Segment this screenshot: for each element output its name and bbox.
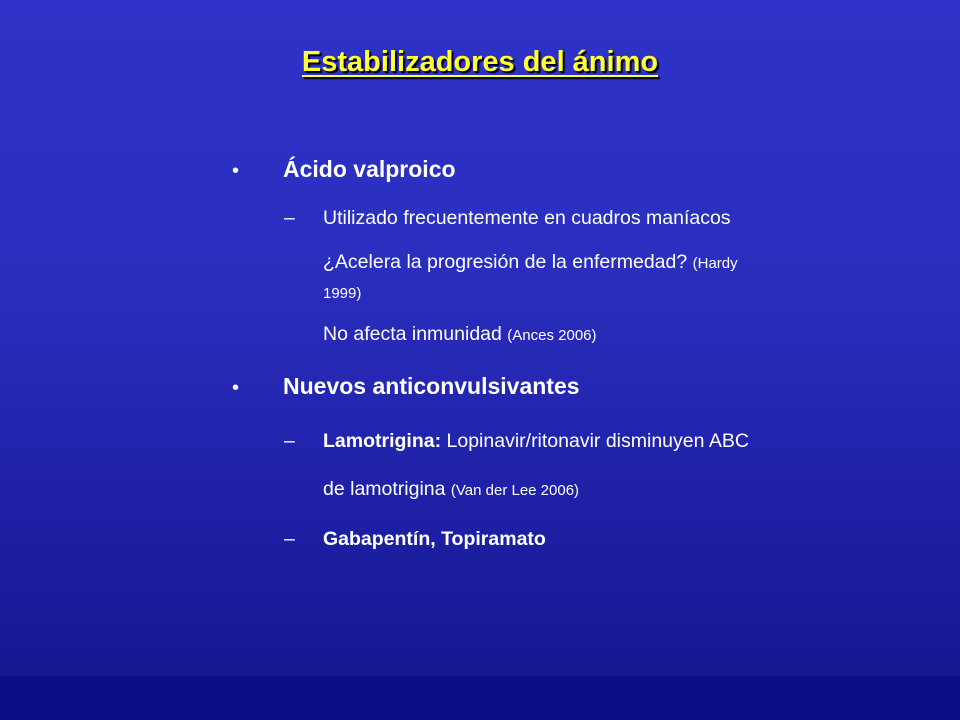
item-text [323,251,738,274]
reference: (Hardy [692,255,738,272]
item-text [323,478,579,501]
slide-title: Estabilizadores del ánimo [301,46,659,78]
item-statement: No afecta inmunidad [323,323,502,345]
item-continuation: de lamotrigina [323,478,446,500]
drug-names: Gabapentín, Topiramato [323,528,546,550]
bullet-marker: • [232,377,240,399]
reference: 1999) [323,285,362,302]
item-statement: Lopinavir/ritonavir disminuyen ABC [446,430,749,452]
item-question: ¿Acelera la progresión de la enfermedad? [323,251,688,273]
reference: (Ances 2006) [507,327,597,344]
item-text: Utilizado frecuentemente en cuadros maníacos [323,207,731,229]
dash-marker: – [284,207,295,229]
dash-marker: – [284,430,295,452]
item-text [323,323,597,346]
bullet-marker: • [232,160,240,182]
bottom-band [0,676,960,720]
section-heading-anticonvulsants: Nuevos anticonvulsivantes [283,373,580,399]
dash-marker: – [284,528,295,550]
drug-name: Lamotrigina: [323,430,442,452]
reference: (Van der Lee 2006) [450,482,580,499]
item-text [323,430,749,453]
section-heading-valproic: Ácido valproico [283,156,456,182]
